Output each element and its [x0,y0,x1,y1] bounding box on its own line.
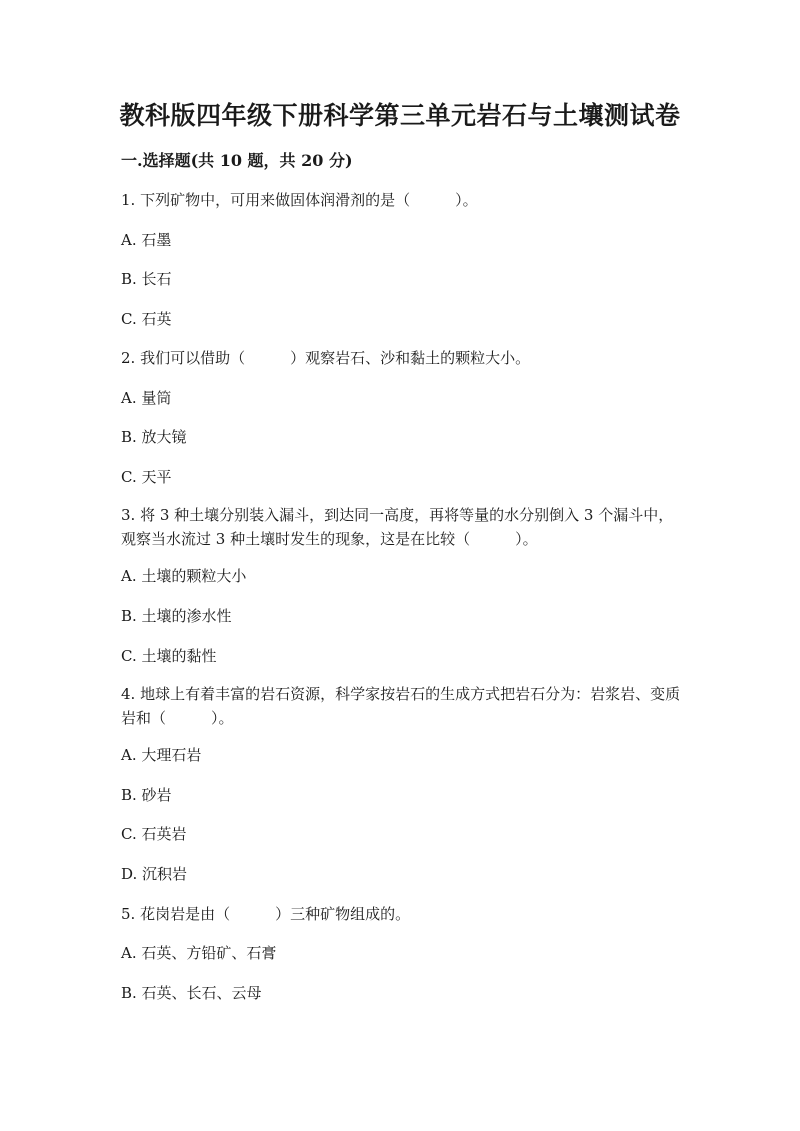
question-5-option-b[interactable]: B. 石英、长石、云母 [121,984,262,1002]
question-1-stem: 1. 下列矿物中，可用来做固体润滑剂的是（ ）。 [121,191,478,209]
question-4-stem: 4. 地球上有着丰富的岩石资源，科学家按岩石的生成方式把岩石分为：岩浆岩、变质岩和（ ）。 [121,685,681,727]
question-4-option-b[interactable]: B. 砂岩 [121,786,172,804]
question-2-stem: 2. 我们可以借助（ ）观察岩石、沙和黏土的颗粒大小。 [121,349,531,367]
section-heading: 一.选择题(共 10 题，共 20 分) [121,151,353,170]
question-1-option-a[interactable]: A. 石墨 [121,231,172,249]
question-3-stem: 3. 将 3 种土壤分别装入漏斗，到达同一高度，再将等量的水分别倒入 3 个漏斗中，观察当水流过 3 种土壤时发生的现象，这是在比较（ ）。 [121,506,674,548]
question-2-option-c[interactable]: C. 天平 [121,468,172,486]
question-2-option-b[interactable]: B. 放大镜 [121,428,187,446]
question-1-option-b[interactable]: B. 长石 [121,270,172,288]
question-2-option-a[interactable]: A. 量筒 [121,389,172,407]
question-5-stem: 5. 花岗岩是由（ ）三种矿物组成的。 [121,905,411,923]
exam-title: 教科版四年级下册科学第三单元岩石与土壤测试卷 [119,101,681,130]
question-3-option-b[interactable]: B. 土壤的渗水性 [121,607,232,625]
question-3-option-a[interactable]: A. 土壤的颗粒大小 [121,567,247,585]
question-3-option-c[interactable]: C. 土壤的黏性 [121,647,217,665]
question-1-option-c[interactable]: C. 石英 [121,310,172,328]
question-5-option-a[interactable]: A. 石英、方铅矿、石膏 [121,944,277,962]
question-4-option-c[interactable]: C. 石英岩 [121,825,187,843]
question-4-option-a[interactable]: A. 大理石岩 [121,746,202,764]
question-4-option-d[interactable]: D. 沉积岩 [121,865,188,883]
